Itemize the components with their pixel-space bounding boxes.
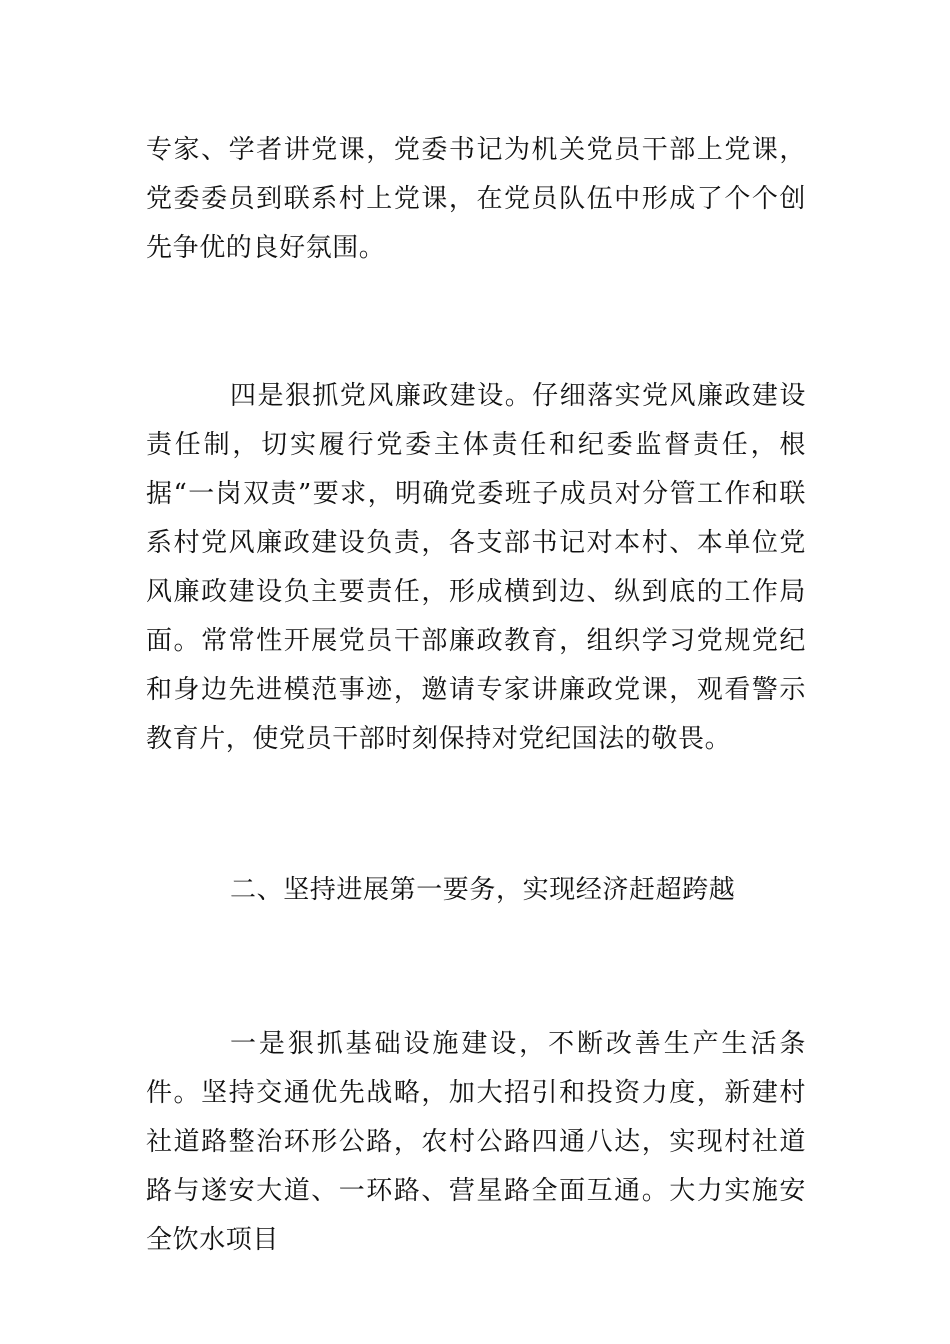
section-heading-economic-development: 二、坚持进展第一要务，实现经济赶超跨越	[230, 875, 736, 905]
paragraph-infrastructure: 一是狠抓基础设施建设，不断改善生产生活条件。坚持交通优先战略，加大招引和投资力度，新建村社道路整治环形公路，农村公路四通八达，实现村社道路与遂安大道、一环路、营星路全面互通。大力实施安全饮水项目	[146, 1029, 806, 1255]
paragraph-integrity-building: 四是狠抓党风廉政建设。仔细落实党风廉政建设责任制，切实履行党委主体责任和纪委监督责任，根据“一岗双责”要求，明确党委班子成员对分管工作和联系村党风廉政建设负责，各支部书记对本村、本单位党风廉政建设负主要责任，形成横到边、纵到底的工作局面。常常性开展党员干部廉政教育，组织学习党规党纪和身边先进模范事迹，邀请专家讲廉政党课，观看警示教育片，使党员干部时刻保持对党纪国法的敬畏。	[146, 381, 806, 754]
paragraph-party-lessons: 专家、学者讲党课，党委书记为机关党员干部上党课，党委委员到联系村上党课，在党员队伍中形成了个个创先争优的良好氛围。	[146, 135, 806, 263]
